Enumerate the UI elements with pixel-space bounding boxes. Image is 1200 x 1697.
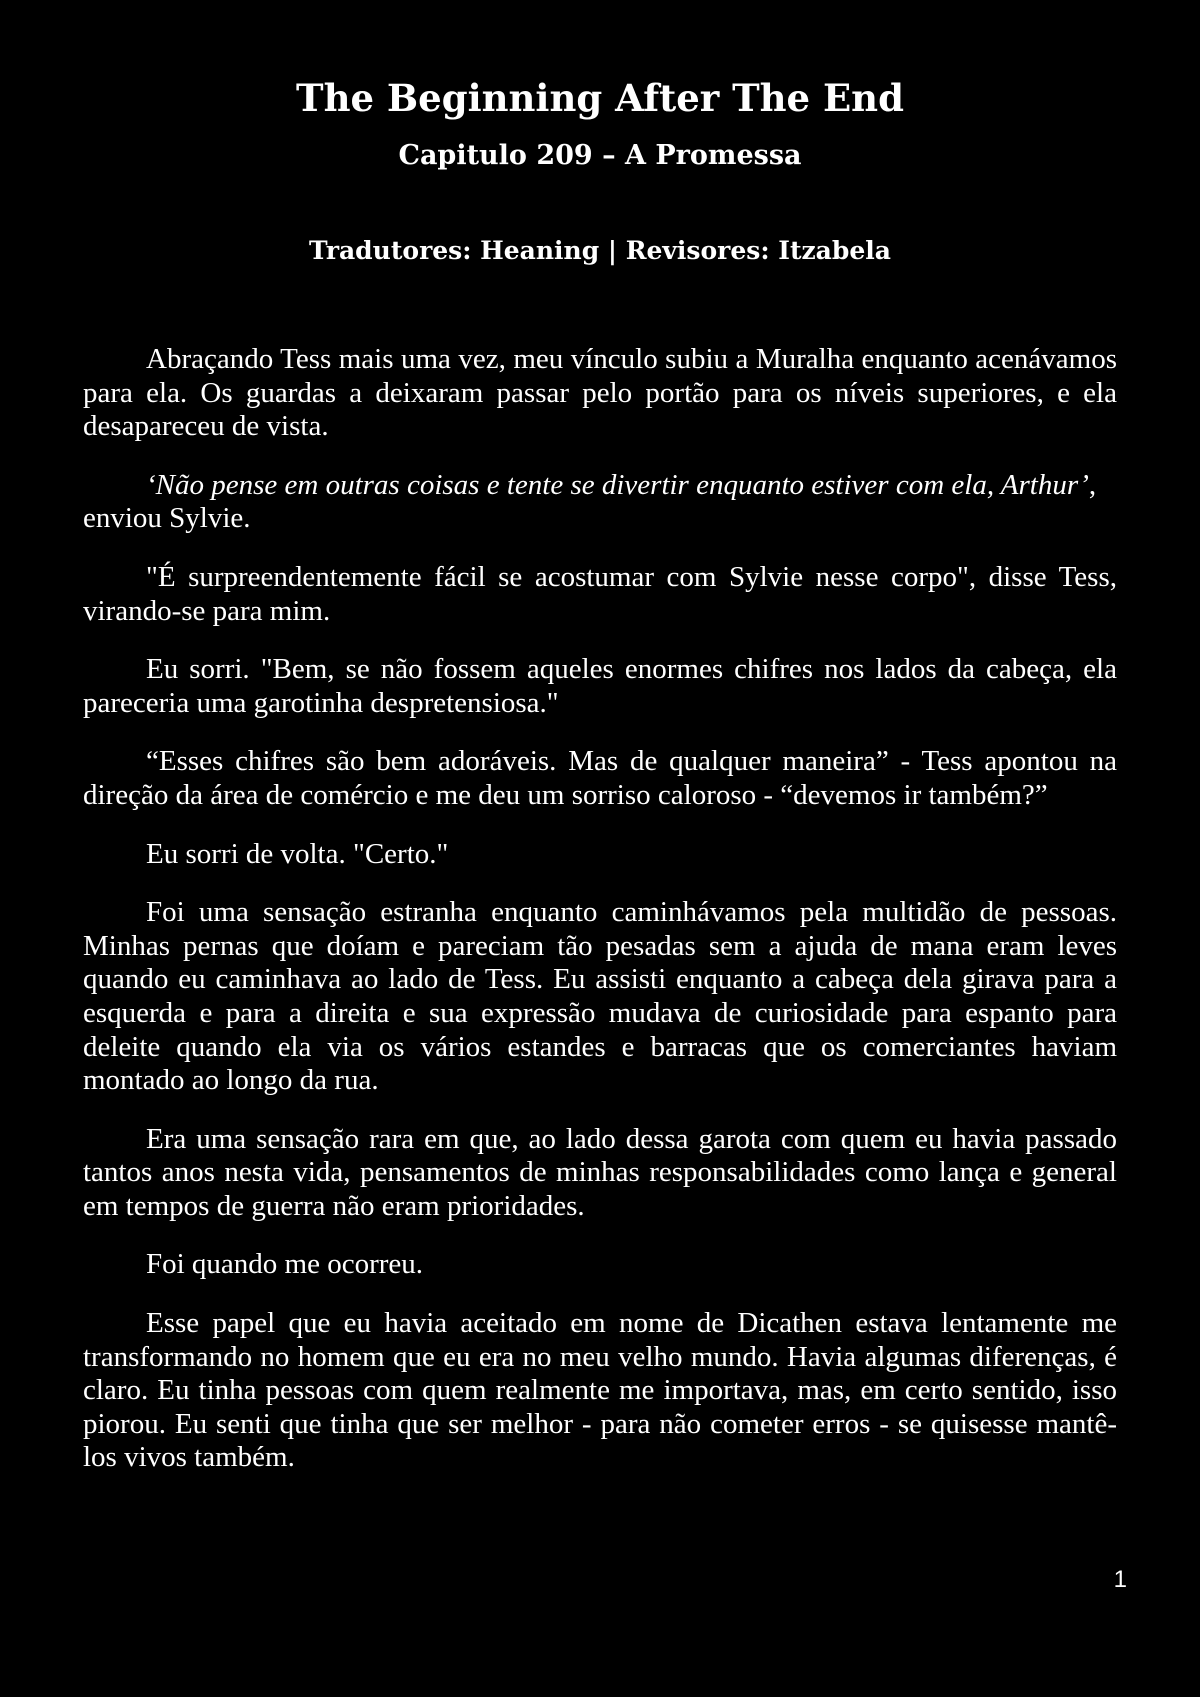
chapter-body <box>83 343 1117 1500</box>
italic-thought: ‘Não pense em outras coisas e tente se divertir enquanto estiver com ela, Arthur’ <box>146 468 1089 501</box>
paragraph: Era uma sensação rara em que, ao lado dessa garota com quem eu havia passado tantos anos nesta vida, pensamentos de minhas responsabilidades como lança e general em tempos de guerra não eram prioridades. <box>83 1122 1117 1222</box>
paragraph: Foi uma sensação estranha enquanto caminhávamos pela multidão de pessoas. Minhas pernas que doíam e pareciam tão pesadas sem a ajuda de mana eram leves quando eu caminhava ao lado de Tess. Eu assisti enquanto a cabeça dela girava para a esquerda e para a direita e sua expressão mudava de curiosidade para espanto para deleite quando ela via os vários estandes e barracas que os comerciantes haviam montado ao longo da rua. <box>83 896 1117 1097</box>
paragraph: Esse papel que eu havia aceitado em nome de Dicathen estava lentamente me transformando no homem que eu era no meu velho mundo. Havia algumas diferenças, é claro. Eu tinha pessoas com quem realmente me importava, mas, em certo sentido, isso piorou. Eu senti que tinha que ser melhor - para não cometer erros - se quisesse mantê-los vivos também. <box>83 1307 1117 1474</box>
paragraph <box>83 469 1117 536</box>
paragraph: Eu sorri de volta. "Certo." <box>146 837 449 870</box>
paragraph: Abraçando Tess mais uma vez, meu vínculo subiu a Muralha enquanto acenávamos para ela. Os guardas a deixaram passar pelo portão para os níveis superiores, e ela desapareceu de vista. <box>83 343 1117 443</box>
chapter-title: Capitulo 209 – A Promessa <box>398 140 802 171</box>
paragraph: "É surpreendentemente fácil se acostumar com Sylvie nesse corpo", disse Tess, virando-se para mim. <box>83 560 1117 627</box>
page-number: 1 <box>1113 1566 1127 1593</box>
paragraph: “Esses chifres são bem adoráveis. Mas de qualquer maneira” - Tess apontou na direção da área de comércio e me deu um sorriso caloroso - “devemos ir também?” <box>83 745 1117 811</box>
paragraph-text: , enviou Sylvie. <box>83 468 1097 535</box>
credits-line: Tradutores: Heaning | Revisores: Itzabela <box>309 236 891 265</box>
paragraph: Foi quando me ocorreu. <box>146 1248 424 1281</box>
paragraph: Eu sorri. "Bem, se não fossem aqueles enormes chifres nos lados da cabeça, ela pareceria uma garotinha despretensiosa." <box>83 653 1117 719</box>
document-title: The Beginning After The End <box>296 76 904 120</box>
